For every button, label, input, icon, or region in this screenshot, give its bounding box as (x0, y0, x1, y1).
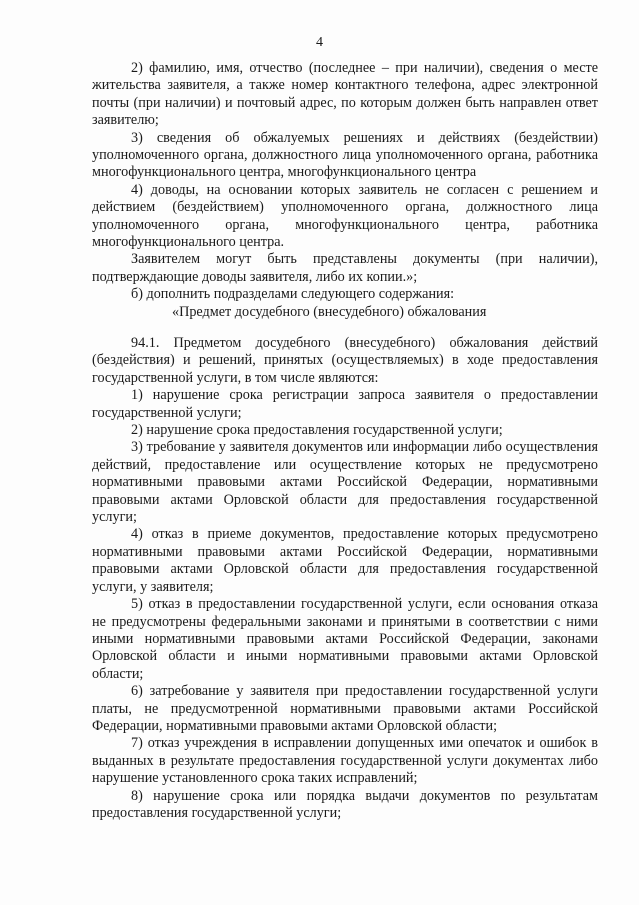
paragraph-item-2: 2) фамилию, имя, отчество (последнее – при наличии), сведения о месте жительства заявителя, а также номер контактного телефона, адрес электронной почты (при наличии) и почтовый адрес, по которым должен быть направлен ответ заявителю; (92, 60, 598, 129)
page-number: 4 (316, 35, 323, 50)
list-item-6: 6) затребование у заявителя при предоставлении государственной услуги платы, не предусмотренной нормативными правовыми актами Российской Федерации, нормативными правовыми актами Орловской области; (92, 683, 598, 734)
list-item-3: 3) требование у заявителя документов или информации либо осуществления действий, предоставление или осуществление которых не предусмотрено нормативными правовыми актами Российской Федерации, нормативными правовыми актами Орловской области для предоставления государственной услуги; (92, 439, 598, 526)
text-block-lower (92, 335, 598, 822)
list-item-1: 1) нарушение срока регистрации запроса заявителя о предоставлении государственной услуги; (92, 387, 598, 421)
text-block-upper (92, 60, 598, 321)
paragraph-amendment-b: б) дополнить подразделами следующего содержания: (131, 286, 455, 303)
paragraph-item-4: 4) доводы, на основании которых заявитель не согласен с решением и действием (бездействием) уполномоченного органа, должностного лица уполномоченного органа, многофункционального центра, работника многофункционального центра. (92, 181, 598, 251)
list-item-8: 8) нарушение срока или порядка выдачи документов по результатам предоставления государственной услуги; (92, 787, 598, 821)
paragraph-94-1: 94.1. Предметом досудебного (внесудебного) обжалования действий (бездействия) и решений, принятых (осуществляемых) в ходе предоставления государственной услуги, в том числе являются: (92, 335, 598, 386)
list-item-2: 2) нарушение срока предоставления государственной услуги; (131, 422, 503, 439)
list-item-4: 4) отказ в приеме документов, предоставление которых предусмотрено нормативными правовыми актами Российской Федерации, нормативными правовыми актами Орловской области для предоставления государственной услуги, у заявителя; (92, 526, 598, 595)
subsection-heading: «Предмет досудебного (внесудебного) обжалования (172, 303, 487, 320)
list-item-5: 5) отказ в предоставлении государственной услуги, если основания отказа не предусмотрены федеральными законами и принятыми в соответствии с ними иными нормативными правовыми актами Российской Федерации, законами Орловской области и иными нормативными правовыми актами Орловской области; (92, 596, 598, 682)
paragraph-item-3: 3) сведения об обжалуемых решениях и действиях (бездействии) уполномоченного органа, должностного лица уполномоченного органа, работника многофункционального центра, многофункционального центра (92, 129, 598, 181)
paragraph-additional-documents: Заявителем могут быть представлены документы (при наличии), подтверждающие доводы заявителя, либо их копии.»; (92, 251, 598, 285)
list-item-7: 7) отказ учреждения в исправлении допущенных ими опечаток и ошибок в выданных в результате предоставления государственной услуги документах либо нарушение установленного срока таких исправлений; (92, 735, 598, 787)
